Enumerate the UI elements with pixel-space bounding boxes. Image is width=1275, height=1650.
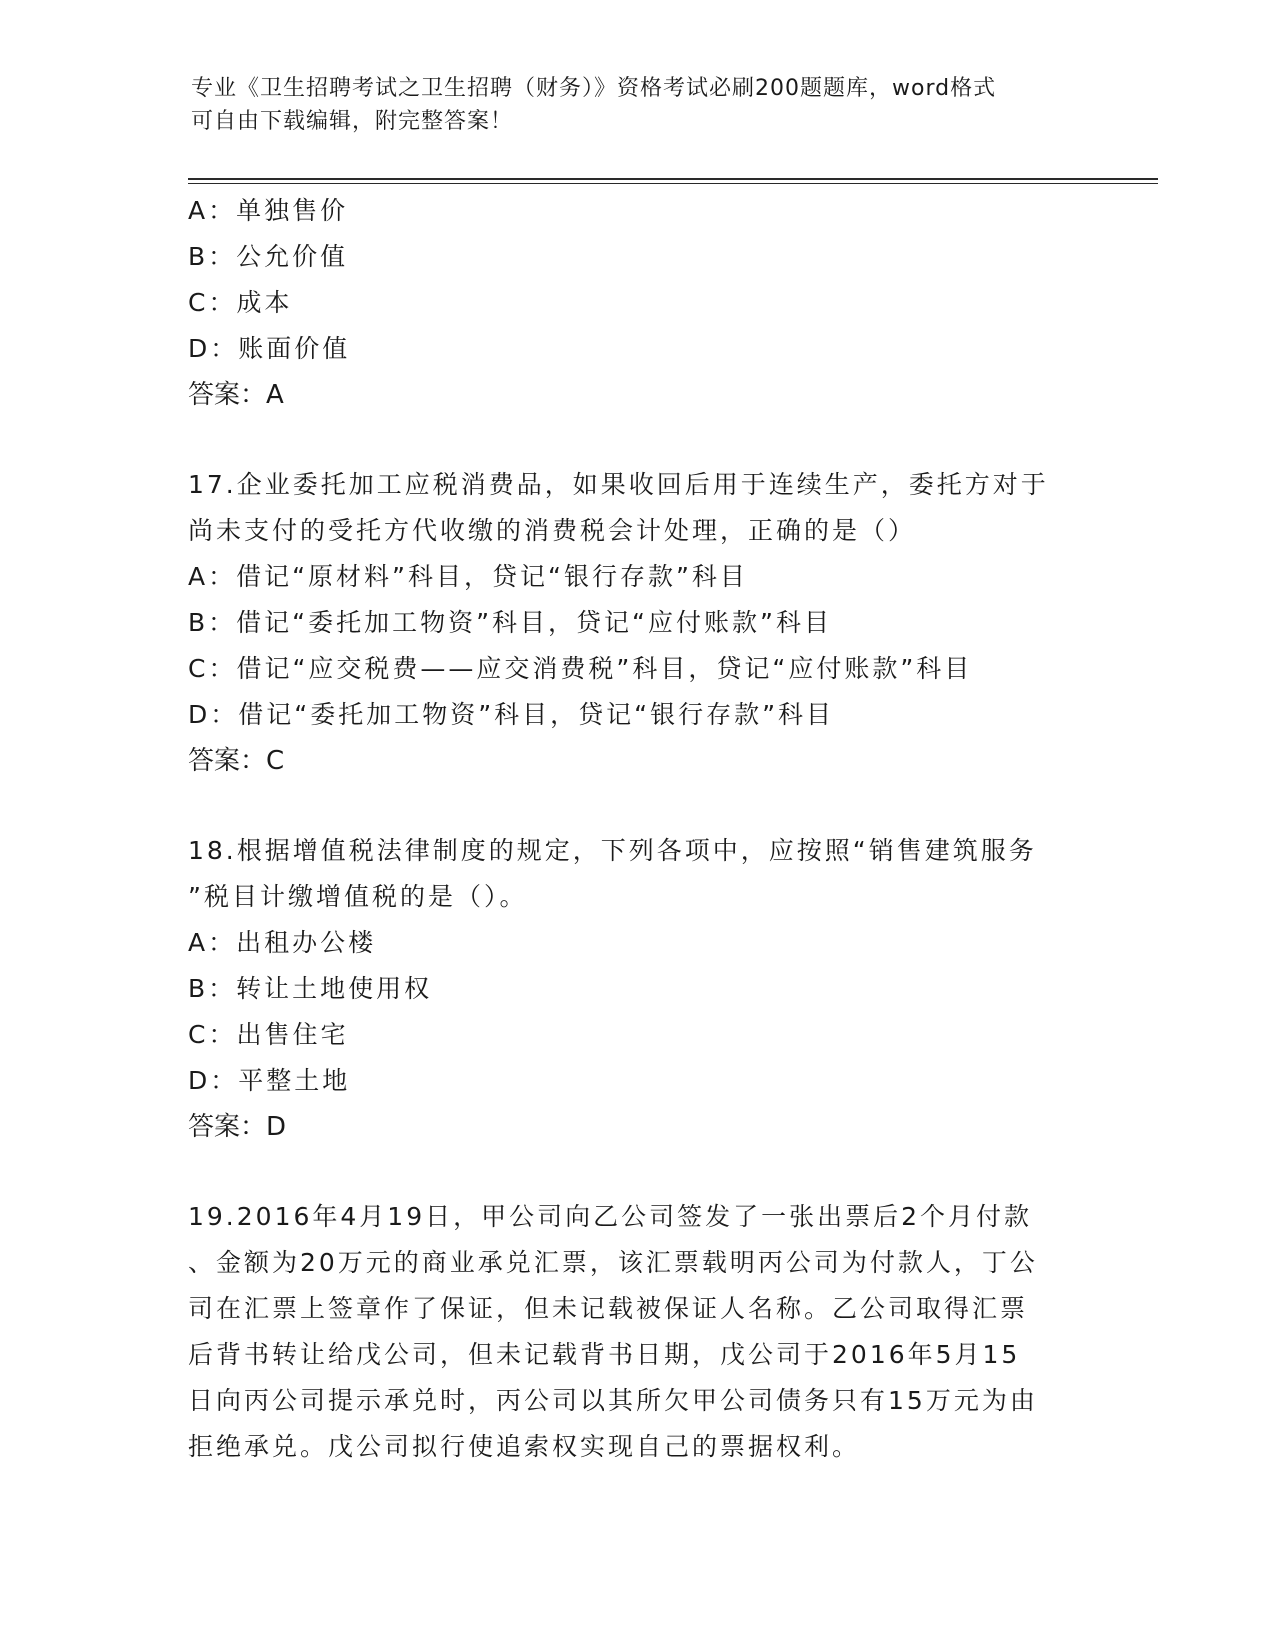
option-b: B：公允价值 [188, 242, 349, 271]
header-line-2: 可自由下载编辑，附完整答案！ [191, 109, 514, 134]
question-17 [188, 462, 1088, 784]
header-line-1: 专业《卫生招聘考试之卫生招聘（财务）》资格考试必刷200题题库，word格式 [191, 76, 997, 101]
question-16 [188, 188, 1088, 418]
option-d: D：借记“委托加工物资”科目，贷记“银行存款”科目 [188, 700, 835, 729]
answer-line: 答案：C [188, 746, 285, 776]
stem-line: ”税目计缴增值税的是（）。 [188, 882, 528, 911]
stem-line: 19.2016年4月19日，甲公司向乙公司签发了一张出票后2个月付款 [188, 1202, 1033, 1231]
option-a: A：出租办公楼 [188, 928, 377, 957]
header-divider-thick [188, 178, 1158, 180]
stem-line: 尚未支付的受托方代收缴的消费税会计处理，正确的是（） [188, 516, 917, 545]
question-stem [188, 1194, 1088, 1470]
spacer [188, 418, 1088, 462]
question-18 [188, 828, 1088, 1150]
option-d: D：账面价值 [188, 334, 351, 363]
option-c: C：借记“应交税费——应交消费税”科目，贷记“应付账款”科目 [188, 654, 973, 683]
question-content [188, 188, 1088, 1470]
stem-line: 17.企业委托加工应税消费品，如果收回后用于连续生产，委托方对于 [188, 470, 1049, 499]
answer-line: 答案：D [188, 1112, 287, 1142]
option-c: C：成本 [188, 288, 293, 317]
spacer [188, 1150, 1088, 1194]
question-stem [188, 828, 1088, 920]
option-c: C：出售住宅 [188, 1020, 349, 1049]
stem-line: 18.根据增值税法律制度的规定，下列各项中，应按照“销售建筑服务 [188, 836, 1037, 865]
stem-line: 、金额为20万元的商业承兑汇票，该汇票载明丙公司为付款人，丁公 [188, 1248, 1038, 1277]
stem-line: 后背书转让给戊公司，但未记载背书日期，戊公司于2016年5月15 [188, 1340, 1021, 1369]
stem-line: 拒绝承兑。戊公司拟行使追索权实现自己的票据权利。 [188, 1432, 861, 1461]
answer-line: 答案：A [188, 380, 284, 410]
option-a: A：借记“原材料”科目，贷记“银行存款”科目 [188, 562, 748, 591]
stem-line: 司在汇票上签章作了保证，但未记载被保证人名称。乙公司取得汇票 [188, 1294, 1029, 1323]
option-b: B：借记“委托加工物资”科目，贷记“应付账款”科目 [188, 608, 832, 637]
spacer [188, 784, 1088, 828]
option-d: D：平整土地 [188, 1066, 351, 1095]
stem-line: 日向丙公司提示承兑时，丙公司以其所欠甲公司债务只有15万元为由 [188, 1386, 1038, 1415]
question-stem [188, 462, 1088, 554]
document-header [191, 72, 1071, 138]
question-19 [188, 1194, 1088, 1470]
header-divider-thin [188, 183, 1158, 184]
option-b: B：转让土地使用权 [188, 974, 433, 1003]
option-a: A：单独售价 [188, 196, 349, 225]
